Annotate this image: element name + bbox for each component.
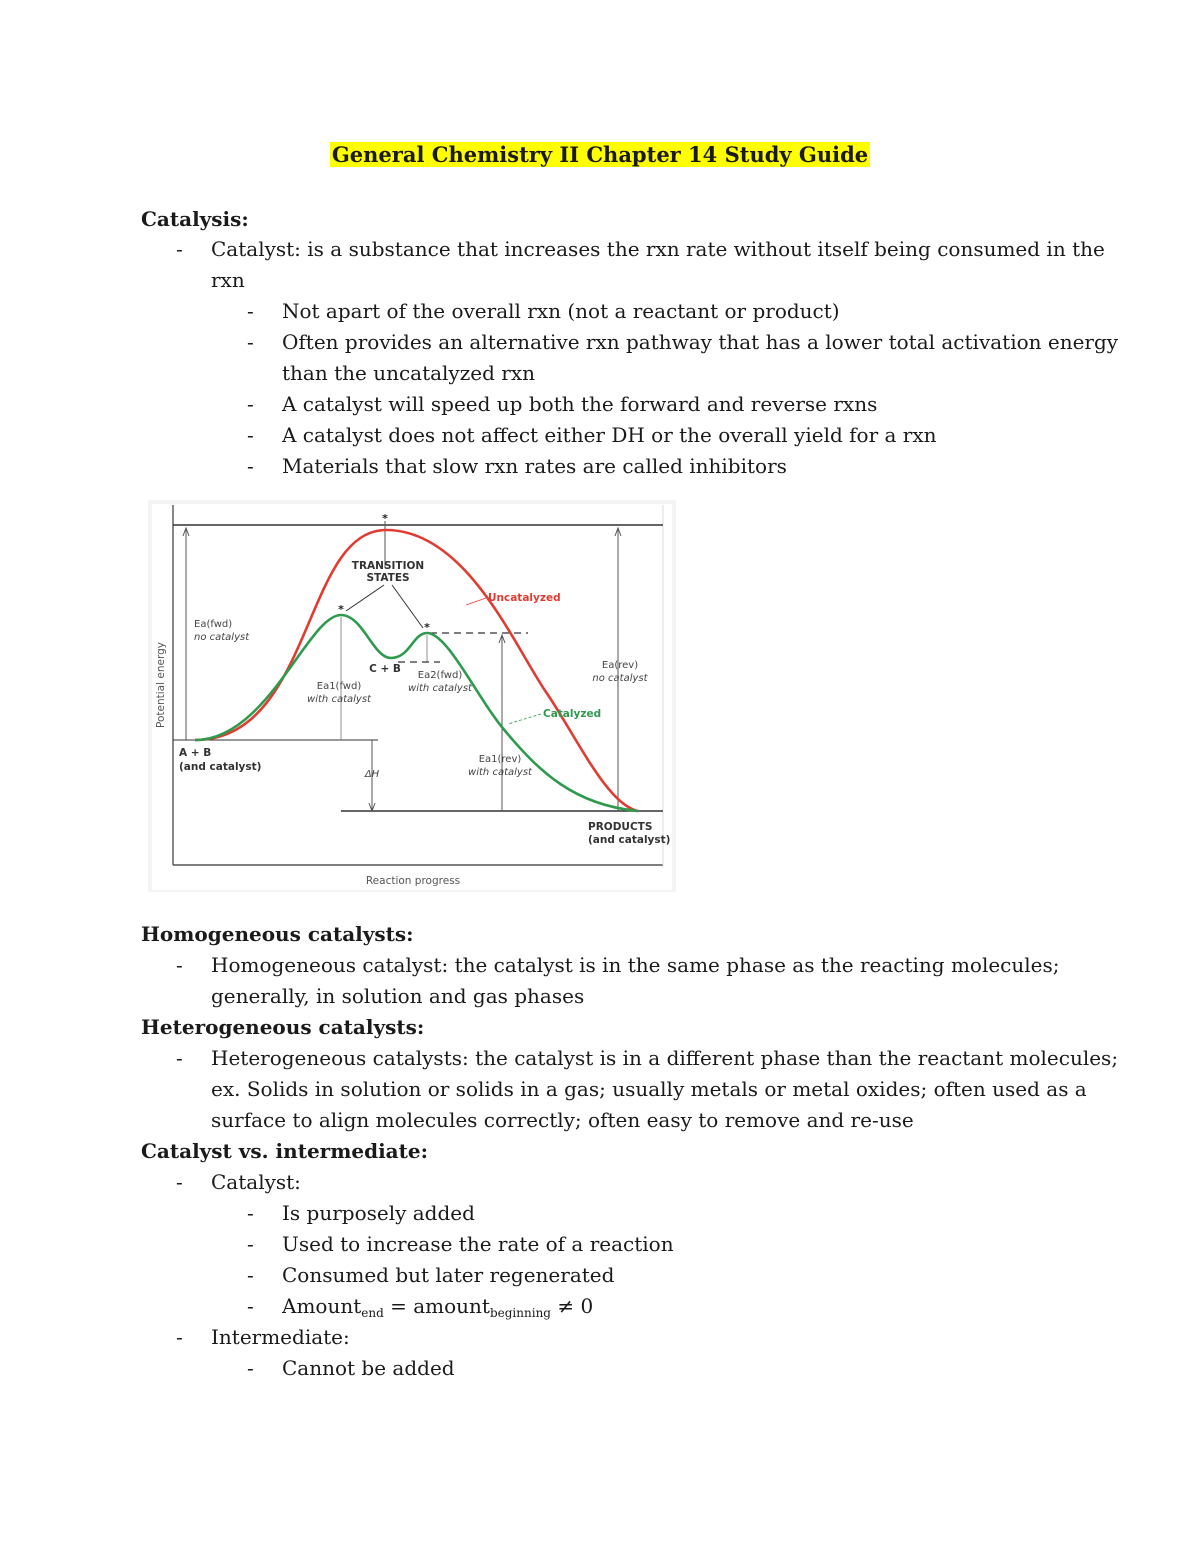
ea2-fwd-label: Ea2(fwd) xyxy=(417,670,463,681)
y-axis-title: Potential energy xyxy=(155,642,167,728)
catalyst-label: Catalyst: xyxy=(211,1170,301,1194)
ea1-rev-label: Ea1(rev) xyxy=(478,754,522,765)
versus-heading: Catalyst vs. intermediate: xyxy=(141,1139,428,1163)
bullet-dash: - xyxy=(247,1263,254,1287)
catalyst-point: Consumed but later regenerated xyxy=(282,1263,615,1287)
bullet-dash: - xyxy=(247,423,254,447)
catalysis-point: Often provides an alternative rxn pathway that has a lower total activation energy xyxy=(282,330,1119,354)
amount-text: Amount xyxy=(282,1294,362,1318)
heterogeneous-line: Heterogeneous catalysts: the catalyst is in a different phase than the reactant molecules; xyxy=(211,1046,1119,1070)
bullet-dash: - xyxy=(247,392,254,416)
star-icon: * xyxy=(424,621,430,634)
title-row xyxy=(0,142,1200,167)
ea-rev-label: Ea(rev) xyxy=(601,660,639,671)
homogeneous-line: Homogeneous catalyst: the catalyst is in the same phase as the reacting molecules; xyxy=(211,953,1060,977)
reactants-sublabel: (and catalyst) xyxy=(179,761,262,773)
bullet-dash: - xyxy=(176,1325,183,1349)
uncatalyzed-label: Uncatalyzed xyxy=(488,592,561,604)
bullet-dash: - xyxy=(247,1356,254,1380)
ea-rev-sublabel: no catalyst xyxy=(592,673,648,684)
amount-tail-text: ≠ 0 xyxy=(550,1294,594,1318)
x-axis-title: Reaction progress xyxy=(365,875,461,887)
bullet-dash: - xyxy=(176,1046,183,1070)
bullet-dash: - xyxy=(247,1294,254,1318)
amount-subscript-end: end xyxy=(361,1306,384,1320)
homogeneous-heading: Homogeneous catalysts: xyxy=(141,922,414,946)
catalysis-point: Materials that slow rxn rates are called inhibitors xyxy=(282,454,787,478)
catalyst-point: Used to increase the rate of a reaction xyxy=(282,1232,674,1256)
energy-diagram-figure xyxy=(148,500,676,892)
ea2-fwd-sublabel: with catalyst xyxy=(408,683,472,694)
products-label: PRODUCTS xyxy=(588,821,653,833)
catalysis-point: A catalyst will speed up both the forward and reverse rxns xyxy=(282,392,878,416)
bullet-dash: - xyxy=(247,454,254,478)
bullet-dash: - xyxy=(176,237,183,261)
catalysis-heading: Catalysis: xyxy=(141,207,249,231)
delta-h-label: ΔH xyxy=(364,769,380,780)
ea-fwd-label: Ea(fwd) xyxy=(194,619,233,630)
heterogeneous-line: ex. Solids in solution or solids in a gas; usually metals or metal oxides; often used as a xyxy=(211,1077,1087,1101)
ea1-fwd-sublabel: with catalyst xyxy=(307,694,371,705)
amount-equation xyxy=(282,1294,593,1320)
intermediate-label: C + B xyxy=(369,663,401,675)
catalysis-point-continuation: than the uncatalyzed rxn xyxy=(282,361,535,385)
catalyst-definition-line-2: rxn xyxy=(211,268,245,292)
bullet-dash: - xyxy=(176,1170,183,1194)
bullet-dash: - xyxy=(247,1232,254,1256)
star-icon: * xyxy=(382,512,388,525)
bullet-dash: - xyxy=(176,953,183,977)
amount-equals-text: = amount xyxy=(383,1294,490,1318)
page-title: General Chemistry II Chapter 14 Study Guide xyxy=(331,142,869,167)
bullet-dash: - xyxy=(247,299,254,323)
ea1-fwd-label: Ea1(fwd) xyxy=(316,681,362,692)
intermediate-label: Intermediate: xyxy=(211,1325,350,1349)
ea1-rev-sublabel: with catalyst xyxy=(468,767,532,778)
catalysis-point: A catalyst does not affect either DH or the overall yield for a rxn xyxy=(282,423,937,447)
homogeneous-line: generally, in solution and gas phases xyxy=(211,984,585,1008)
intermediate-point: Cannot be added xyxy=(282,1356,455,1380)
catalyst-definition-line-1: Catalyst: is a substance that increases the rxn rate without itself being consumed in the xyxy=(211,237,1105,261)
reactants-label: A + B xyxy=(179,747,212,759)
amount-subscript-beginning: beginning xyxy=(489,1306,551,1320)
products-sublabel: (and catalyst) xyxy=(588,834,671,846)
ea-fwd-sublabel: no catalyst xyxy=(194,632,250,643)
transition-states-label: STATES xyxy=(366,572,410,584)
heterogeneous-line: surface to align molecules correctly; often easy to remove and re-use xyxy=(211,1108,914,1132)
catalyst-point: Is purposely added xyxy=(282,1201,475,1225)
bullet-dash: - xyxy=(247,330,254,354)
bullet-dash: - xyxy=(247,1201,254,1225)
star-icon: * xyxy=(338,603,344,616)
heterogeneous-heading: Heterogeneous catalysts: xyxy=(141,1015,425,1039)
energy-diagram-svg xyxy=(148,500,676,892)
catalyzed-label: Catalyzed xyxy=(543,708,602,720)
catalysis-point: Not apart of the overall rxn (not a reactant or product) xyxy=(282,299,840,323)
transition-states-label: TRANSITION xyxy=(351,560,425,572)
